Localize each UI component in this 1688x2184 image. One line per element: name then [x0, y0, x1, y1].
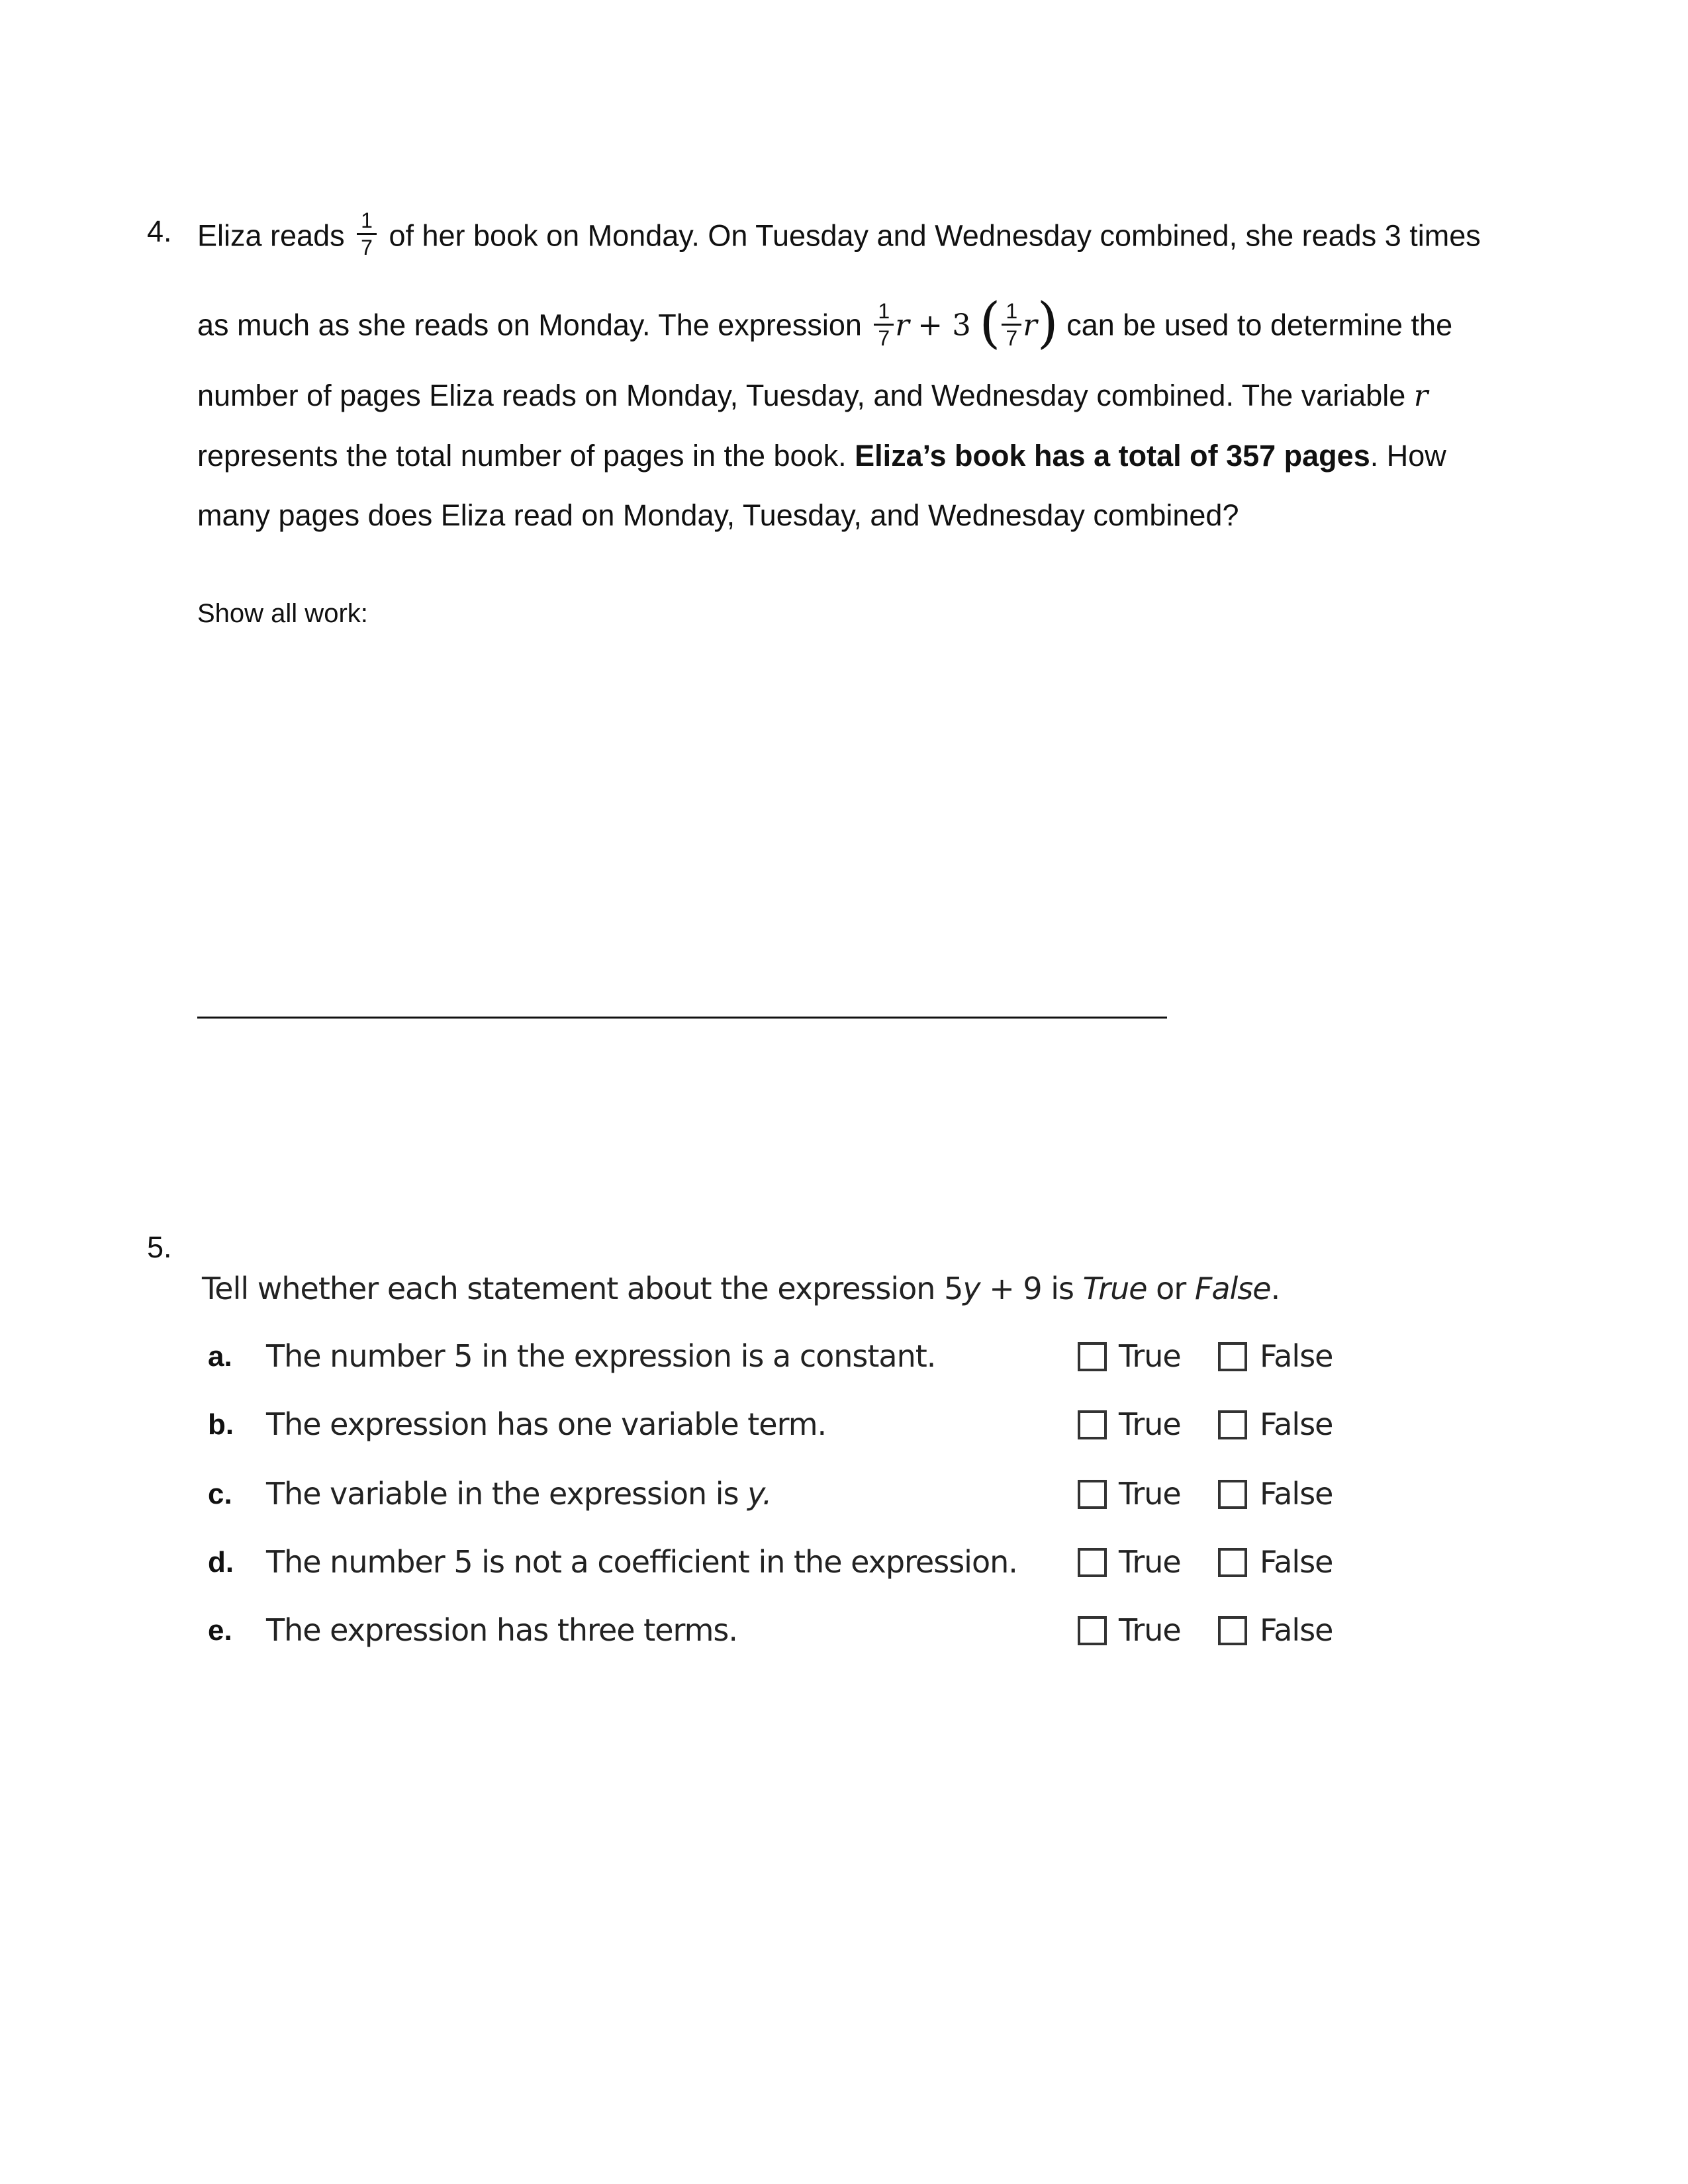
q4-line1-post: of her book on Monday. On Tuesday and Wednesday combined, she reads 3 times	[389, 218, 1481, 253]
statement-letter: a.	[208, 1340, 232, 1373]
q4-line-3	[197, 378, 1428, 414]
q5-prompt-false: False	[1194, 1271, 1271, 1306]
false-checkbox[interactable]	[1218, 1480, 1247, 1509]
fraction-denominator: 7	[361, 236, 373, 259]
expr-var-r-2: r	[1023, 307, 1037, 343]
q4-line4-pre: represents the total number of pages in the book.	[197, 439, 847, 473]
fraction-denominator: 7	[1006, 326, 1018, 350]
q4-line2-pre: as much as she reads on Monday. The expression	[197, 308, 862, 342]
statement-text-pre: The variable in the expression is	[266, 1476, 748, 1512]
statement-text: The expression has three terms.	[266, 1612, 738, 1648]
expr-fraction-2	[1002, 300, 1021, 349]
q5-number: 5.	[147, 1230, 172, 1264]
q5-prompt	[202, 1271, 1280, 1306]
fraction-one-seventh	[357, 210, 377, 258]
true-checkbox[interactable]	[1078, 1480, 1107, 1509]
fraction-numerator: 1	[878, 299, 890, 323]
statement-letter: e.	[208, 1614, 232, 1647]
answer-line[interactable]	[197, 1017, 1167, 1019]
q5-prompt-or: or	[1147, 1271, 1195, 1306]
fraction-denominator: 7	[878, 326, 890, 350]
statement-letter: b.	[208, 1408, 234, 1441]
q5-prompt-true: True	[1082, 1271, 1147, 1306]
q4-line-2	[197, 291, 1453, 355]
true-label: True	[1119, 1544, 1181, 1580]
true-checkbox[interactable]	[1078, 1342, 1107, 1371]
statement-letter: d.	[208, 1546, 234, 1578]
q5-prompt-mid: + 9 is	[980, 1271, 1083, 1306]
q4-line-5: many pages does Eliza read on Monday, Tuesday, and Wednesday combined?	[197, 498, 1239, 532]
false-checkbox[interactable]	[1218, 1342, 1247, 1371]
true-checkbox[interactable]	[1078, 1548, 1107, 1577]
false-label: False	[1260, 1406, 1333, 1442]
q4-number: 4.	[147, 214, 172, 248]
show-work-label: Show all work:	[197, 599, 368, 628]
q4-line-1	[197, 208, 1481, 262]
q4-line4-bold: Eliza’s book has a total of 357 pages	[855, 439, 1370, 473]
q5-prompt-pre: Tell whether each statement about the expression 5	[202, 1271, 963, 1306]
q4-line2-post: can be used to determine the	[1066, 308, 1453, 342]
expr-paren-open: (	[979, 291, 1001, 355]
statement-text	[266, 1476, 771, 1512]
q4-line3-text: number of pages Eliza reads on Monday, Tuesday, and Wednesday combined. The variable	[197, 379, 1406, 412]
q5-prompt-end: .	[1270, 1271, 1280, 1306]
true-label: True	[1119, 1476, 1181, 1512]
true-checkbox[interactable]	[1078, 1410, 1107, 1439]
true-label: True	[1119, 1406, 1181, 1442]
q4-line3-var: r	[1413, 378, 1429, 413]
false-label: False	[1260, 1476, 1333, 1512]
true-checkbox[interactable]	[1078, 1616, 1107, 1645]
fraction-bar	[357, 233, 377, 235]
q4-line4-post: . How	[1370, 439, 1446, 473]
false-label: False	[1260, 1338, 1333, 1374]
fraction-numerator: 1	[1006, 299, 1018, 323]
false-checkbox[interactable]	[1218, 1616, 1247, 1645]
false-checkbox[interactable]	[1218, 1410, 1247, 1439]
statement-text: The number 5 is not a coefficient in the expression.	[266, 1544, 1017, 1580]
statement-text-var: y.	[747, 1476, 772, 1512]
true-label: True	[1119, 1338, 1181, 1374]
fraction-numerator: 1	[361, 208, 373, 232]
fraction-bar	[1002, 324, 1021, 326]
q4-line1-pre: Eliza reads	[197, 218, 345, 253]
false-label: False	[1260, 1544, 1333, 1580]
statement-letter: c.	[208, 1478, 232, 1510]
true-label: True	[1119, 1612, 1181, 1648]
expr-paren-close: )	[1037, 291, 1058, 355]
statement-text: The expression has one variable term.	[266, 1406, 827, 1442]
expr-plus-three: + 3	[917, 307, 971, 343]
statement-text: The number 5 in the expression is a constant.	[266, 1338, 936, 1374]
expr-var-r-1: r	[895, 307, 910, 343]
false-label: False	[1260, 1612, 1333, 1648]
q5-prompt-var: y	[962, 1271, 980, 1306]
q4-line-4	[197, 438, 1446, 474]
false-checkbox[interactable]	[1218, 1548, 1247, 1577]
fraction-bar	[874, 324, 894, 326]
expr-fraction-1	[874, 300, 894, 349]
